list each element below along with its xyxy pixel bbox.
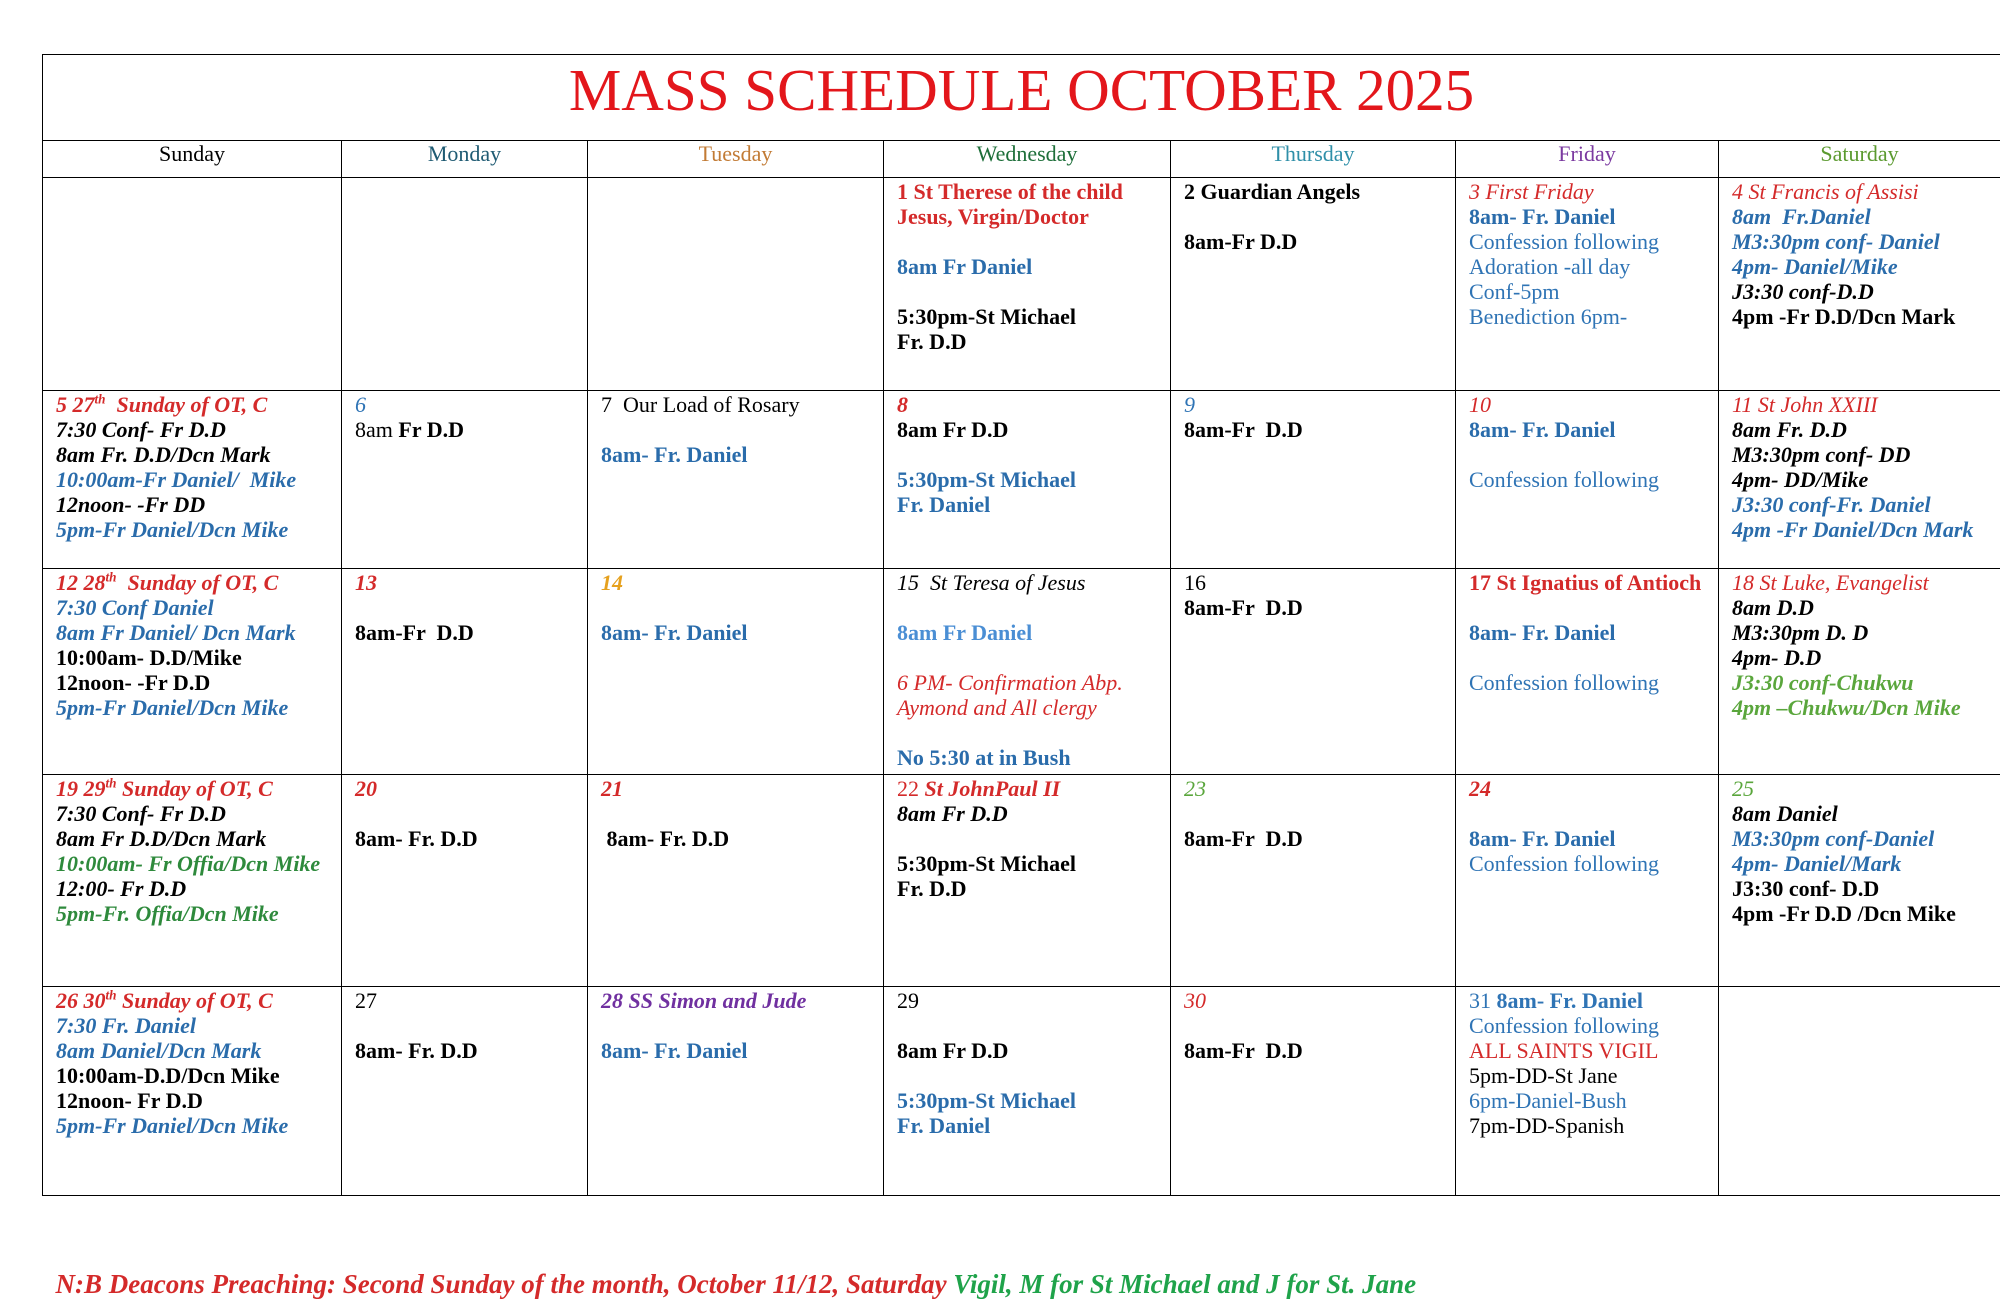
day-cell: [342, 391, 588, 569]
ordinal-suffix: th: [94, 391, 106, 407]
schedule-line: M3:30pm conf-Daniel: [1732, 826, 1935, 851]
schedule-table: [42, 54, 2000, 1196]
schedule-line: 8am Fr D.D: [897, 417, 1009, 442]
schedule-line: 21: [601, 776, 623, 801]
schedule-line: 16: [1184, 570, 1206, 595]
footer-note-text: N:B Deacons Preaching: Second Sunday of the month, October 11/12, Saturday: [55, 1269, 954, 1299]
schedule-line: ALL SAINTS VIGIL: [1469, 1038, 1659, 1063]
schedule-line: 8am-Fr D.D: [1184, 229, 1298, 254]
schedule-line: 12noon- -Fr DD: [56, 492, 206, 517]
schedule-line: M3:30pm conf- DD: [1732, 442, 1911, 467]
ordinal-suffix: th: [105, 569, 117, 585]
schedule-line: 5:30pm-St Michael: [897, 304, 1077, 329]
day-cell: [1456, 775, 1719, 987]
schedule-line: 8am- Fr. D.D: [601, 826, 730, 851]
schedule-line: Confession following: [1469, 467, 1660, 492]
schedule-line: J3:30 conf-Fr. Daniel: [1732, 492, 1931, 517]
schedule-line: 8am- Fr. D.D: [355, 826, 478, 851]
schedule-line: 4pm- Daniel/Mike: [1732, 254, 1898, 279]
ordinal-suffix: th: [105, 775, 117, 791]
day-header-sunday: Sunday: [43, 141, 342, 178]
day-cell: [588, 987, 884, 1196]
day-cell: [588, 569, 884, 775]
day-cell: [342, 178, 588, 391]
text-run: 19 29: [56, 776, 106, 801]
day-cell: [1456, 178, 1719, 391]
day-cell: [588, 178, 884, 391]
schedule-line: 30: [1184, 988, 1206, 1013]
blank-line: [355, 1013, 583, 1038]
schedule-line: 7:30 Conf Daniel: [56, 595, 214, 620]
schedule-line: Confession following: [1469, 229, 1660, 254]
day-cell: [1719, 569, 2000, 775]
schedule-line: [897, 776, 1166, 801]
ordinal-suffix: th: [105, 987, 117, 1003]
schedule-line: 8am Fr Daniel/ Dcn Mark: [56, 620, 296, 645]
schedule-line: 5:30pm-St Michael: [897, 851, 1077, 876]
schedule-line: 15 St Teresa of Jesus: [897, 570, 1086, 595]
day-cell: [1719, 178, 2000, 391]
schedule-line: 6pm-Daniel-Bush: [1469, 1088, 1627, 1113]
schedule-line: 5pm-Fr. Offia/Dcn Mike: [56, 901, 279, 926]
schedule-line: 8am Fr. D.D: [1732, 417, 1847, 442]
blank-line: [897, 826, 1166, 851]
text-run: 8am- Fr. Daniel: [1496, 988, 1643, 1013]
schedule-line: 10:00am- Fr Offia/Dcn Mike: [56, 851, 321, 876]
day-cell: [1456, 987, 1719, 1196]
schedule-line: Fr. D.D: [897, 876, 967, 901]
schedule-line: 12noon- Fr D.D: [56, 1088, 203, 1113]
day-header-tuesday: Tuesday: [588, 141, 884, 178]
schedule-line: 8am D.D: [1732, 595, 1814, 620]
schedule-line: 8am Fr Daniel: [897, 620, 1033, 645]
schedule-line: 8am-Fr D.D: [355, 620, 474, 645]
schedule-line: 8: [897, 392, 908, 417]
day-cell: [1171, 987, 1456, 1196]
schedule-line: 7 Our Load of Rosary: [601, 392, 800, 417]
schedule-line: 8am-Fr D.D: [1184, 826, 1303, 851]
schedule-line: 5pm-Fr Daniel/Dcn Mike: [56, 517, 289, 542]
schedule-line: Confession following: [1469, 670, 1660, 695]
text-run: Fr D.D: [398, 417, 464, 442]
schedule-line: Fr. Daniel: [897, 492, 991, 517]
text-run: Sunday of OT, C: [116, 570, 279, 595]
schedule-line: 1 St Therese of the child: [897, 179, 1123, 204]
schedule-line: 11 St John XXIII: [1732, 392, 1878, 417]
day-cell: [884, 391, 1171, 569]
schedule-line: 8am- Fr. Daniel: [1469, 826, 1616, 851]
schedule-line: [56, 776, 337, 801]
schedule-line: [56, 570, 337, 595]
text-run: 5 27: [56, 392, 95, 417]
schedule-line: 7:30 Conf- Fr D.D: [56, 801, 226, 826]
blank-line: [1184, 1013, 1451, 1038]
schedule-line: 4pm- Daniel/Mark: [1732, 851, 1902, 876]
schedule-line: 3 First Friday: [1469, 179, 1594, 204]
day-cell: [1719, 391, 2000, 569]
schedule-line: Confession following: [1469, 1013, 1660, 1038]
day-header-wednesday: Wednesday: [884, 141, 1171, 178]
blank-line: [897, 442, 1166, 467]
day-cell: [43, 569, 342, 775]
schedule-line: 9: [1184, 392, 1195, 417]
schedule-line: 4 St Francis of Assisi: [1732, 179, 1919, 204]
schedule-line: [56, 988, 337, 1013]
page-title: MASS SCHEDULE OCTOBER 2025: [43, 55, 2000, 141]
schedule-line: 5pm-Fr Daniel/Dcn Mike: [56, 695, 289, 720]
schedule-line: 7pm-DD-Spanish: [1469, 1113, 1625, 1138]
blank-line: [601, 1013, 879, 1038]
schedule-line: 8am- Fr. Daniel: [1469, 620, 1616, 645]
day-cell: [342, 987, 588, 1196]
schedule-line: M3:30pm D. D: [1732, 620, 1869, 645]
blank-line: [897, 595, 1166, 620]
schedule-line: 8am Fr.Daniel: [1732, 204, 1871, 229]
footer-note-highlight: Vigil, M for St Michael and J for St. Jane: [953, 1269, 1417, 1299]
footer-note: [42, 1233, 1416, 1301]
schedule-line: 2 Guardian Angels: [1184, 179, 1361, 204]
schedule-line: 10:00am-Fr Daniel/ Mike: [56, 467, 297, 492]
day-cell: [884, 775, 1171, 987]
schedule-line: 29: [897, 988, 919, 1013]
schedule-line: 7:30 Conf- Fr D.D: [56, 417, 226, 442]
schedule-line: 4pm -Fr D.D/Dcn Mark: [1732, 304, 1956, 329]
day-cell: [1456, 569, 1719, 775]
schedule-line: J3:30 conf-Chukwu: [1732, 670, 1914, 695]
schedule-line: Fr. Daniel: [897, 1113, 991, 1138]
day-cell: [1171, 178, 1456, 391]
schedule-line: 8am-Fr D.D: [1184, 417, 1303, 442]
schedule-line: Conf-5pm: [1469, 279, 1560, 304]
day-cell: [1171, 569, 1456, 775]
blank-line: [897, 229, 1166, 254]
schedule-line: 24: [1469, 776, 1491, 801]
blank-line: [897, 1013, 1166, 1038]
schedule-line: 5pm-Fr Daniel/Dcn Mike: [56, 1113, 289, 1138]
schedule-line: 4pm- DD/Mike: [1732, 467, 1869, 492]
schedule-line: 8am Fr Daniel: [897, 254, 1033, 279]
blank-line: [897, 645, 1166, 670]
schedule-line: 8am- Fr. Daniel: [601, 620, 748, 645]
schedule-line: [355, 417, 583, 442]
schedule-line: 5:30pm-St Michael: [897, 1088, 1077, 1113]
day-cell: [43, 775, 342, 987]
schedule-line: 25: [1732, 776, 1754, 801]
blank-line: [1469, 595, 1714, 620]
schedule-line: Benediction 6pm-: [1469, 304, 1628, 329]
day-cell: [884, 569, 1171, 775]
text-run: Sunday of OT, C: [116, 776, 273, 801]
schedule-line: Jesus, Virgin/Doctor: [897, 204, 1089, 229]
schedule-line: J3:30 conf- D.D: [1732, 876, 1880, 901]
schedule-line: M3:30pm conf- Daniel: [1732, 229, 1940, 254]
blank-line: [1469, 645, 1714, 670]
day-cell: [43, 391, 342, 569]
schedule-line: [1469, 988, 1714, 1013]
schedule-line: 8am Fr D.D: [897, 1038, 1009, 1063]
blank-line: [1184, 204, 1451, 229]
blank-line: [897, 279, 1166, 304]
schedule-line: 8am-Fr D.D: [1184, 595, 1303, 620]
schedule-line: 6 PM- Confirmation Abp.: [897, 670, 1123, 695]
schedule-line: Fr. D.D: [897, 329, 967, 354]
text-run: 26 30: [56, 988, 106, 1013]
schedule-line: 28 SS Simon and Jude: [601, 988, 807, 1013]
text-run: Sunday of OT, C: [116, 988, 273, 1013]
schedule-line: 27: [355, 988, 377, 1013]
blank-line: [1469, 801, 1714, 826]
blank-line: [897, 1063, 1166, 1088]
day-header-friday: Friday: [1456, 141, 1719, 178]
blank-line: [355, 801, 583, 826]
blank-line: [1469, 442, 1714, 467]
schedule-line: 13: [355, 570, 377, 595]
day-cell: [1171, 391, 1456, 569]
text-run: 12 28: [56, 570, 106, 595]
schedule-line: 8am Daniel: [1732, 801, 1838, 826]
schedule-line: 18 St Luke, Evangelist: [1732, 570, 1929, 595]
day-cell: [1171, 775, 1456, 987]
schedule-line: [56, 392, 337, 417]
day-cell: [1456, 391, 1719, 569]
schedule-line: 10:00am- D.D/Mike: [56, 645, 242, 670]
schedule-line: No 5:30 at in Bush: [897, 745, 1071, 770]
schedule-line: 8am Fr D.D/Dcn Mark: [56, 826, 267, 851]
schedule-line: 8am Fr D.D: [897, 801, 1008, 826]
day-header-monday: Monday: [342, 141, 588, 178]
blank-line: [1184, 801, 1451, 826]
day-cell: [1719, 987, 2000, 1196]
schedule-line: 8am Fr. D.D/Dcn Mark: [56, 442, 271, 467]
day-cell: [342, 775, 588, 987]
schedule-line: Adoration -all day: [1469, 254, 1631, 279]
schedule-line: 8am- Fr. Daniel: [601, 1038, 748, 1063]
schedule-line: Confession following: [1469, 851, 1660, 876]
schedule-line: 4pm- D.D: [1732, 645, 1822, 670]
text-run: 31: [1469, 988, 1497, 1013]
schedule-line: 23: [1184, 776, 1206, 801]
day-cell: [43, 178, 342, 391]
schedule-line: 20: [355, 776, 377, 801]
schedule-line: 12:00- Fr D.D: [56, 876, 187, 901]
text-run: 22: [897, 776, 925, 801]
schedule-line: 8am-Fr D.D: [1184, 1038, 1303, 1063]
blank-line: [355, 595, 583, 620]
schedule-line: 10: [1469, 392, 1491, 417]
day-cell: [588, 775, 884, 987]
schedule-line: 12noon- -Fr D.D: [56, 670, 211, 695]
schedule-line: 8am Daniel/Dcn Mark: [56, 1038, 262, 1063]
schedule-line: 4pm -Fr Daniel/Dcn Mark: [1732, 517, 1974, 542]
day-cell: [884, 987, 1171, 1196]
blank-line: [601, 417, 879, 442]
schedule-line: 8am- Fr. Daniel: [601, 442, 748, 467]
schedule-line: 8am- Fr. Daniel: [1469, 204, 1616, 229]
schedule-line: 8am- Fr. Daniel: [1469, 417, 1616, 442]
schedule-line: J3:30 conf-D.D: [1732, 279, 1874, 304]
schedule-line: 8am- Fr. D.D: [355, 1038, 478, 1063]
day-cell: [588, 391, 884, 569]
schedule-line: 14: [601, 570, 623, 595]
blank-line: [897, 720, 1166, 745]
blank-line: [601, 801, 879, 826]
text-run: Sunday of OT, C: [105, 392, 268, 417]
schedule-line: 6: [355, 392, 366, 417]
text-run: 8am: [355, 417, 399, 442]
day-cell: [884, 178, 1171, 391]
schedule-line: 4pm -Fr D.D /Dcn Mike: [1732, 901, 1956, 926]
schedule-line: 10:00am-D.D/Dcn Mike: [56, 1063, 280, 1088]
day-cell: [1719, 775, 2000, 987]
schedule-line: 17 St Ignatius of Antioch: [1469, 570, 1702, 595]
day-cell: [342, 569, 588, 775]
text-run: St JohnPaul II: [924, 776, 1061, 801]
day-header-thursday: Thursday: [1171, 141, 1456, 178]
schedule-line: 7:30 Fr. Daniel: [56, 1013, 196, 1038]
schedule-line: Aymond and All clergy: [897, 695, 1097, 720]
schedule-line: 5pm-DD-St Jane: [1469, 1063, 1618, 1088]
day-cell: [43, 987, 342, 1196]
day-header-saturday: Saturday: [1719, 141, 2000, 178]
schedule-line: 4pm –Chukwu/Dcn Mike: [1732, 695, 1961, 720]
schedule-line: 5:30pm-St Michael: [897, 467, 1077, 492]
blank-line: [601, 595, 879, 620]
